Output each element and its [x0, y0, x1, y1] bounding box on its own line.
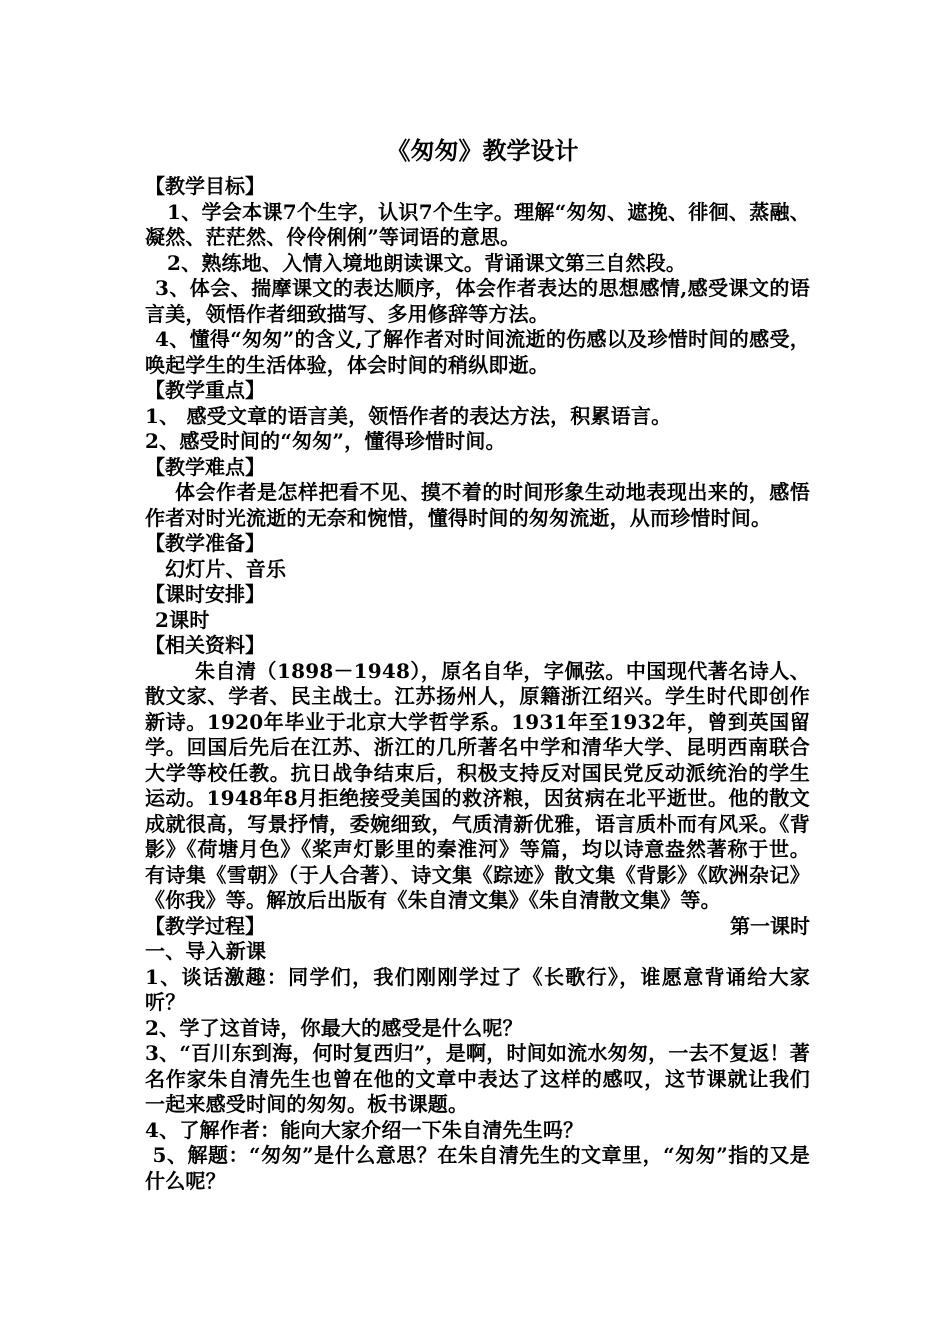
document-page	[145, 134, 810, 1194]
process-item: 3、“百川东到海，何时复西归”，是啊，时间如流水匆匆，一去不复返！著名作家朱自清先生也曾在他的文章中表达了这样的感叹，这节课就让我们一起来感受时间的匆匆。板书课题。	[145, 1041, 810, 1116]
section-heading-process: 【教学过程】	[145, 913, 265, 938]
section-heading-schedule: 【课时安排】	[145, 582, 265, 606]
materials-text: 朱自清（1898－1948），原名自华，字佩弦。中国现代著名诗人、散文家、学者、民主战士。江苏扬州人，原籍浙江绍兴。学生时代即创作新诗。1920年毕业于北京大学哲学系。1931年至1932年，曾到英国留学。回国后先后在江苏、浙江的几所著名中学和清华大学、昆明西南联合大学等校任教。抗日战争结束后，积极支持反对国民党反动派统治的学生运动。1948年8月拒绝接受美国的救济粮，因贫病在北平逝世。他的散文成就很高，写景抒情，委婉细致，气质清新优雅，语言质朴而有风采。《背影》《荷塘月色》《桨声灯影里的秦淮河》等篇，均以诗意盎然著称于世。有诗集《雪朝》（于人合著）、诗文集《踪迹》散文集《背影》《欧洲杂记》《你我》等。解放后出版有《朱自清文集》《朱自清散文集》等。	[145, 658, 810, 912]
process-heading-row	[145, 914, 810, 940]
section-heading-materials: 【相关资料】	[145, 633, 265, 657]
section-heading-objectives: 【教学目标】	[145, 174, 265, 198]
process-item: 2、学了这首诗，你最大的感受是什么呢？	[145, 1015, 523, 1040]
document-title: 《匆匆》教学设计	[386, 136, 579, 165]
schedule-text: 2课时	[155, 607, 210, 632]
difficulties-text: 体会作者是怎样把看不见、摸不着的时间形象生动地表现出来的，感悟作者对时光流逝的无奈和惋惜，懂得时间的匆匆流逝，从而珍惜时间。	[145, 480, 810, 530]
section-heading-difficulties: 【教学难点】	[145, 454, 265, 479]
objective-item: 2、熟练地、入情入境地朗读课文。背诵课文第三自然段。	[167, 250, 687, 275]
process-section-title: 一、导入新课	[145, 939, 267, 963]
lesson-label: 第一课时	[730, 913, 810, 938]
key-point-item: 2、感受时间的“匆匆”，懂得珍惜时间。	[145, 429, 506, 453]
process-item: 5、解题：“匆匆”是什么意思？在朱自清先生的文章里，“匆匆”指的又是什么呢？	[145, 1143, 810, 1193]
key-point-item: 1、 感受文章的语言美，领悟作者的表达方法，积累语言。	[145, 403, 672, 428]
process-item: 4、了解作者：能向大家介绍一下朱自清先生吗？	[145, 1117, 584, 1142]
process-item: 1、谈话激趣：同学们，我们刚刚学过了《长歌行》，谁愿意背诵给大家听？	[145, 964, 810, 1014]
section-heading-preparation: 【教学准备】	[145, 531, 265, 555]
section-heading-key-points: 【教学重点】	[145, 378, 265, 402]
objective-item: 1、学会本课7个生字，认识7个生字。理解“匆匆、遮挽、徘徊、蒸融、凝然、茫茫然、伶伶俐俐”等词语的意思。	[145, 199, 810, 249]
objective-item: 4、懂得“匆匆”的含义,了解作者对时间流逝的伤感以及珍惜时间的感受，唤起学生的生活体验，体会时间的稍纵即逝。	[145, 327, 810, 377]
preparation-text: 幻灯片、音乐	[165, 556, 287, 581]
objective-item: 3、体会、揣摩课文的表达顺序，体会作者表达的思想感情,感受课文的语言美，领悟作者细致描写、多用修辞等方法。	[145, 276, 810, 326]
